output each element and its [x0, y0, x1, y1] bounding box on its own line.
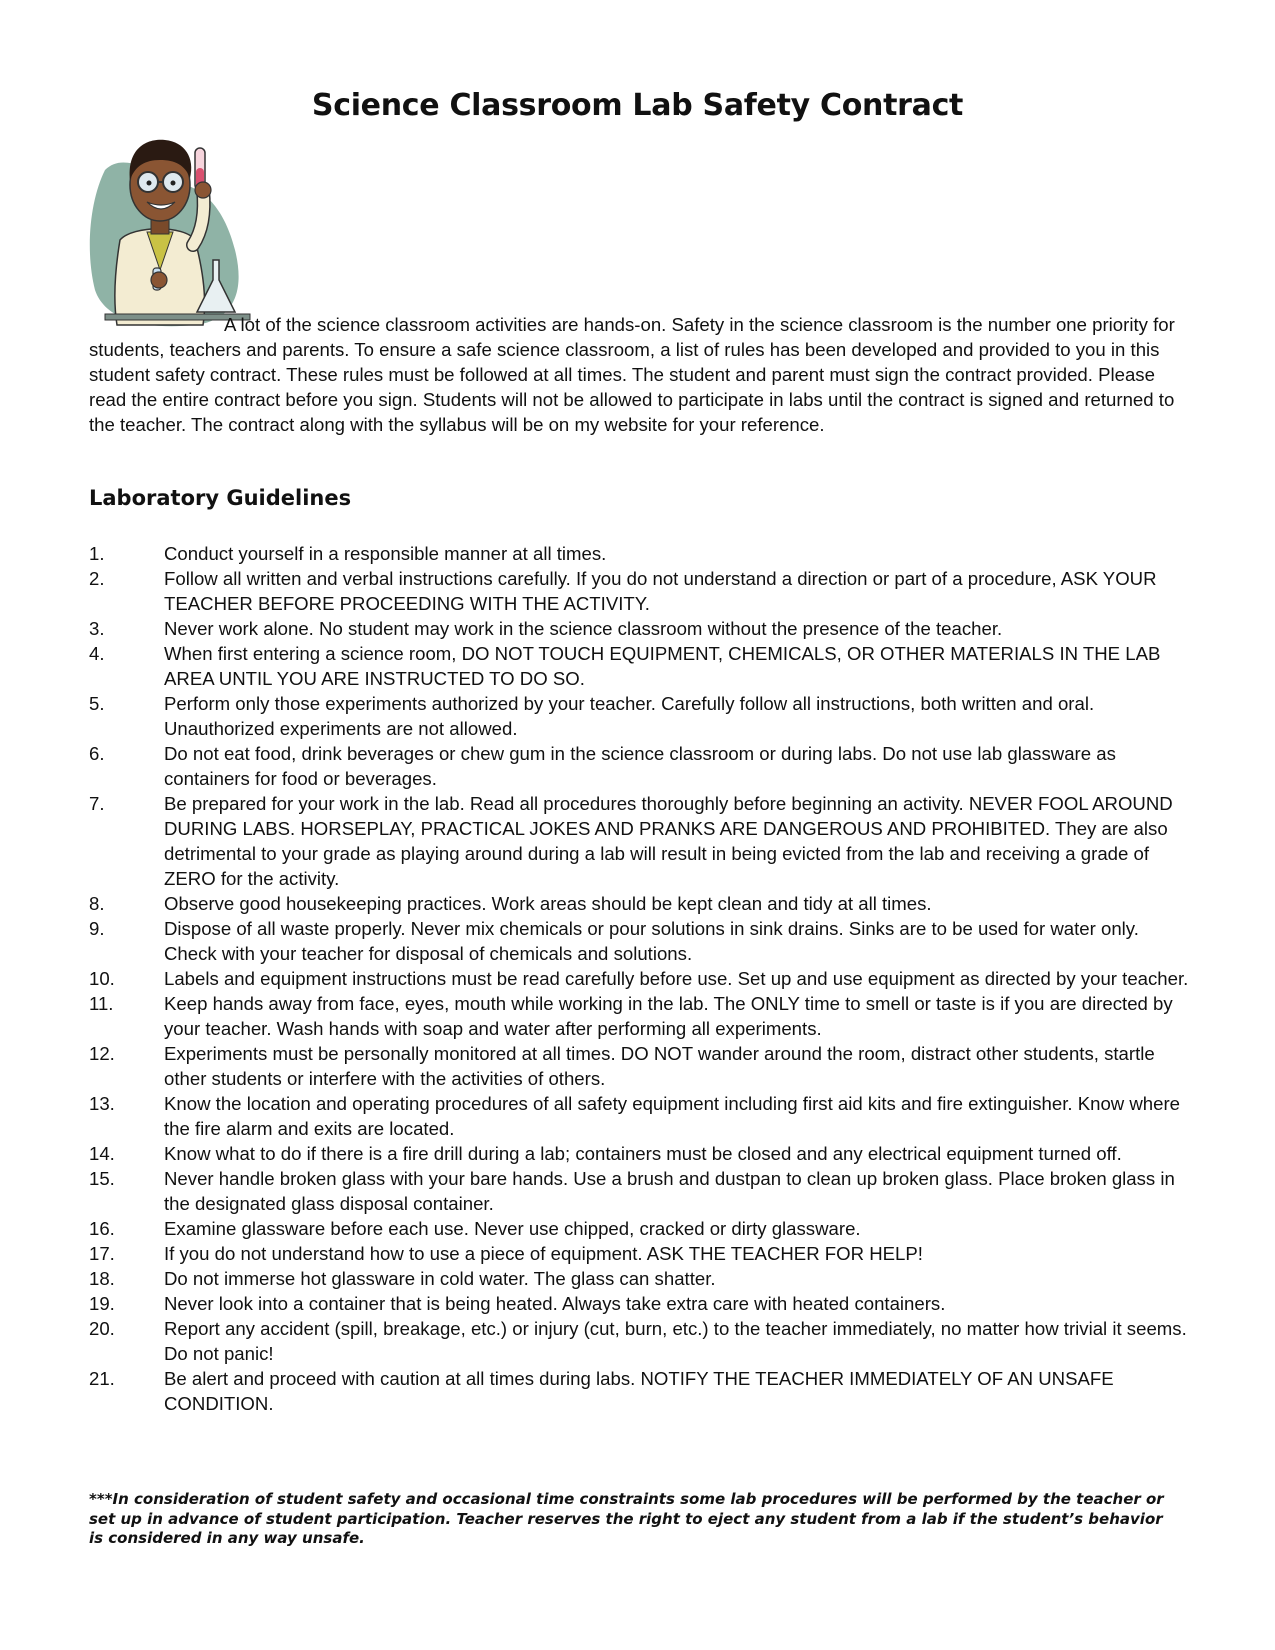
guideline-number: 3. [89, 618, 105, 639]
page-title: Science Classroom Lab Safety Contract [311, 88, 964, 123]
guideline-text: Perform only those experiments authorized by your teacher. Carefully follow all instructions, both written and oral. Unauthorized experiments are not allowed. [164, 693, 1095, 739]
guideline-text: Never look into a container that is being heated. Always take extra care with heated containers. [164, 1293, 946, 1314]
guideline-item [89, 616, 1189, 641]
guideline-number: 4. [89, 643, 105, 664]
guideline-item [89, 1291, 1189, 1316]
guideline-item [89, 1216, 1189, 1241]
guideline-number: 21. [89, 1368, 115, 1389]
guideline-text: When first entering a science room, DO NOT TOUCH EQUIPMENT, CHEMICALS, OR OTHER MATERIALS IN THE LAB AREA UNTIL YOU ARE INSTRUCTED TO DO SO. [164, 643, 1161, 689]
guideline-number: 15. [89, 1168, 115, 1189]
guideline-text: Know what to do if there is a fire drill during a lab; containers must be closed and any electrical equipment turned off. [164, 1143, 1122, 1164]
guideline-number: 6. [89, 743, 105, 764]
intro-paragraph: A lot of the science classroom activities are hands-on. Safety in the science classroom is the number one priority for students, teachers and parents. To ensure a safe science classroom, a list of rules has been developed and provided to you in this student safety contract. These rules must be followed at all times. The student and parent must sign the contract provided. Please read the entire contract before you sign. Students will not be allowed to participate in labs until the contract is signed and returned to the teacher. The contract along with the syllabus will be on my website for your reference. [89, 314, 1175, 435]
guideline-text: Do not eat food, drink beverages or chew gum in the science classroom or during labs. Do not use lab glassware as containers for food or beverages. [164, 743, 1116, 789]
guideline-number: 20. [89, 1318, 115, 1339]
guideline-item [89, 1316, 1189, 1366]
guideline-item [89, 1141, 1189, 1166]
guideline-text: Conduct yourself in a responsible manner at all times. [164, 543, 607, 564]
guideline-item [89, 966, 1189, 991]
guideline-text: Labels and equipment instructions must be read carefully before use. Set up and use equipment as directed by your teacher. [164, 968, 1189, 989]
guideline-number: 17. [89, 1243, 115, 1264]
guideline-number: 14. [89, 1143, 115, 1164]
guideline-text: Never handle broken glass with your bare hands. Use a brush and dustpan to clean up broken glass. Place broken glass in the designated glass disposal container. [164, 1168, 1175, 1214]
guideline-item [89, 991, 1189, 1041]
guideline-item [89, 1091, 1189, 1141]
guideline-text: Be alert and proceed with caution at all times during labs. NOTIFY THE TEACHER IMMEDIATELY OF AN UNSAFE CONDITION. [164, 1368, 1114, 1414]
guideline-item [89, 541, 1189, 566]
guideline-item [89, 1041, 1189, 1091]
guideline-text: Examine glassware before each use. Never use chipped, cracked or dirty glassware. [164, 1218, 861, 1239]
guideline-number: 9. [89, 918, 105, 939]
guideline-number: 1. [89, 543, 105, 564]
guideline-item [89, 741, 1189, 791]
guideline-number: 18. [89, 1268, 115, 1289]
guideline-item [89, 1241, 1189, 1266]
guideline-item [89, 641, 1189, 691]
guideline-text: Report any accident (spill, breakage, etc.) or injury (cut, burn, etc.) to the teacher immediately, no matter how trivial it seems. Do not panic! [164, 1318, 1187, 1364]
guideline-text: Do not immerse hot glassware in cold water. The glass can shatter. [164, 1268, 716, 1289]
guideline-text: Dispose of all waste properly. Never mix chemicals or pour solutions in sink drains. Sinks are to be used for water only. Check with your teacher for disposal of chemicals and solutions. [164, 918, 1139, 964]
guideline-number: 19. [89, 1293, 115, 1314]
scientist-with-test-tube-icon [85, 130, 255, 330]
section-heading: Laboratory Guidelines [89, 486, 352, 510]
guideline-item [89, 1166, 1189, 1216]
guideline-number: 5. [89, 693, 105, 714]
guideline-number: 16. [89, 1218, 115, 1239]
guideline-item [89, 566, 1189, 616]
guideline-number: 2. [89, 568, 105, 589]
guideline-number: 11. [89, 993, 114, 1014]
guideline-number: 7. [89, 793, 105, 814]
guideline-text: Keep hands away from face, eyes, mouth while working in the lab. The ONLY time to smell or taste is if you are directed by your teacher. Wash hands with soap and water after performing all experiments. [164, 993, 1173, 1039]
guideline-item [89, 791, 1189, 891]
guideline-text: If you do not understand how to use a piece of equipment. ASK THE TEACHER FOR HELP! [164, 1243, 923, 1264]
guideline-number: 8. [89, 893, 105, 914]
guideline-text: Never work alone. No student may work in the science classroom without the presence of the teacher. [164, 618, 1003, 639]
guideline-item [89, 1366, 1189, 1416]
guideline-item [89, 916, 1189, 966]
guideline-number: 10. [89, 968, 115, 989]
guideline-number: 13. [89, 1093, 115, 1114]
guideline-item [89, 891, 1189, 916]
guidelines-list [89, 541, 1189, 1416]
guideline-number: 12. [89, 1043, 115, 1064]
guideline-item [89, 691, 1189, 741]
guideline-text: Follow all written and verbal instructions carefully. If you do not understand a direction or part of a procedure, ASK YOUR TEACHER BEFORE PROCEEDING WITH THE ACTIVITY. [164, 568, 1157, 614]
footnote: ***In consideration of student safety and occasional time constraints some lab procedures will be performed by the teacher or set up in advance of student participation. Teacher reserves the right to eject any student from a lab if the student’s behavior is considered in any way unsafe. [89, 1490, 1164, 1547]
guideline-text: Observe good housekeeping practices. Work areas should be kept clean and tidy at all times. [164, 893, 932, 914]
guideline-text: Know the location and operating procedures of all safety equipment including first aid kits and fire extinguisher. Know where the fire alarm and exits are located. [164, 1093, 1181, 1139]
guideline-text: Experiments must be personally monitored at all times. DO NOT wander around the room, distract other students, startle other students or interfere with the activities of others. [164, 1043, 1155, 1089]
guideline-text: Be prepared for your work in the lab. Read all procedures thoroughly before beginning an activity. NEVER FOOL AROUND DURING LABS. HORSEPLAY, PRACTICAL JOKES AND PRANKS ARE DANGEROUS AND PROHIBITED. They are also detrimental to your grade as playing around during a lab will result in being evicted from the lab and receiving a grade of ZERO for the activity. [164, 793, 1173, 889]
guideline-item [89, 1266, 1189, 1291]
